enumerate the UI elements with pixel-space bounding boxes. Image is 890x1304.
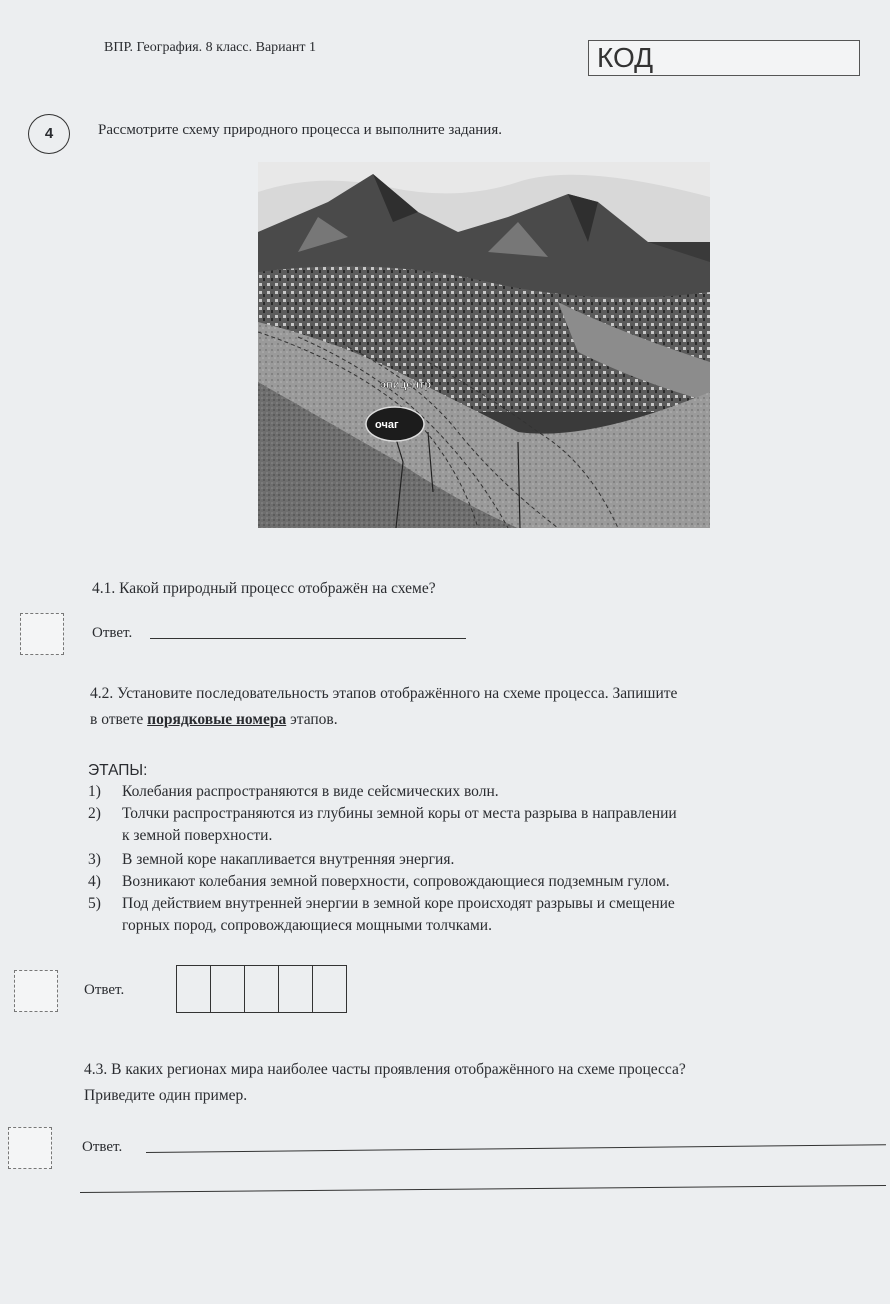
stage-1-text: Колебания распространяются в виде сейсмических волн. [122, 783, 499, 800]
answer-cell[interactable] [313, 966, 346, 1012]
stage-1 [88, 781, 499, 803]
answer-cell[interactable] [279, 966, 313, 1012]
stage-2-num: 2) [88, 805, 101, 822]
earthquake-diagram [258, 162, 710, 528]
question-4-2-line2 [90, 711, 338, 729]
task-number: 4 [28, 114, 70, 154]
answer-label-4-1: Ответ. [92, 625, 133, 641]
stage-5 [88, 893, 675, 915]
stage-3 [88, 849, 454, 871]
stage-4-text: Возникают колебания земной поверхности, сопровождающиеся подземным гулом. [122, 873, 670, 890]
question-4-2-post: этапов. [286, 711, 338, 728]
stage-3-num: 3) [88, 851, 101, 868]
stage-1-num: 1) [88, 783, 101, 800]
stage-4 [88, 871, 670, 893]
stage-2 [88, 803, 677, 825]
score-box-4-3[interactable] [8, 1127, 52, 1169]
stage-5-cont: горных пород, сопровождающиеся мощными толчками. [122, 917, 492, 934]
code-label: КОД [597, 42, 654, 73]
question-4-2-emphasis: порядковые номера [147, 711, 287, 728]
stage-3-text: В земной коре накапливается внутренняя энергия. [122, 851, 455, 868]
score-box-4-1[interactable] [20, 613, 64, 655]
answer-cells-4-2 [176, 965, 347, 1013]
question-4-2-pre: в ответе [90, 711, 148, 728]
stage-4-num: 4) [88, 873, 101, 890]
focus-label: очаг [375, 419, 399, 431]
stage-2-cont: к земной поверхности. [122, 827, 273, 844]
answer-line-4-3-second[interactable] [80, 1185, 886, 1193]
answer-cell[interactable] [211, 966, 245, 1012]
question-4-1: 4.1. Какой природный процесс отображён на схеме? [92, 580, 436, 597]
answer-cell[interactable] [245, 966, 279, 1012]
stage-5-text: Под действием внутренней энергии в земной коре происходят разрывы и смещение [122, 895, 675, 912]
answer-label-4-2: Ответ. [84, 982, 125, 998]
answer-line-4-1[interactable] [150, 638, 466, 639]
answer-line-4-3[interactable] [146, 1144, 886, 1153]
page-header: ВПР. География. 8 класс. Вариант 1 [104, 40, 316, 55]
task-intro: Рассмотрите схему природного процесса и выполните задания. [98, 122, 502, 138]
earthquake-illustration [258, 162, 710, 528]
question-4-2-line1: 4.2. Установите последовательность этапов отображённого на схеме процесса. Запишите [90, 685, 678, 702]
question-4-3-line1: 4.3. В каких регионах мира наиболее часты проявления отображённого на схеме процесса? [84, 1061, 686, 1078]
code-field[interactable] [588, 40, 860, 76]
question-4-3-line2: Приведите один пример. [84, 1087, 248, 1104]
stage-2-text: Толчки распространяются из глубины земной коры от места разрыва в направлении [122, 805, 677, 822]
epicenter-label: эпицентр [380, 379, 432, 391]
stage-5-num: 5) [88, 895, 101, 912]
answer-label-4-3: Ответ. [82, 1139, 123, 1155]
score-box-4-2[interactable] [14, 970, 58, 1012]
stages-title: ЭТАПЫ: [88, 762, 148, 779]
answer-cell[interactable] [177, 966, 211, 1012]
